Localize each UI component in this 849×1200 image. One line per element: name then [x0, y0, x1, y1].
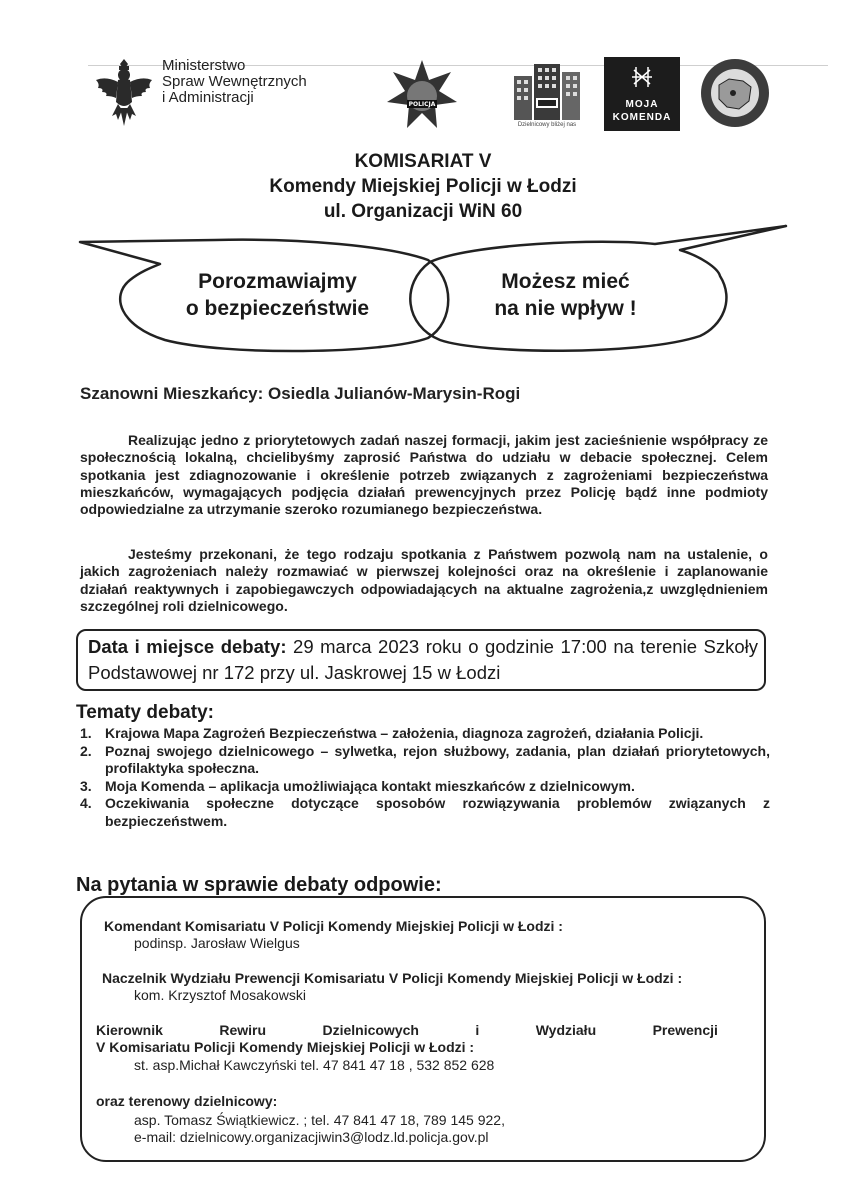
contact-district-manager-title-line-2: V Komisariatu Policji Komendy Miejskiej Policji w Łodzi : [96, 1039, 475, 1055]
moja-komenda-label-2: KOMENDA [612, 112, 672, 123]
topic-item [80, 778, 770, 796]
title-word: Dzielnicowych [322, 1022, 419, 1038]
dzielnicowy-building-logo [512, 58, 582, 132]
police-badge-label: POLICJA [408, 101, 436, 108]
polish-eagle-emblem [92, 58, 156, 128]
debate-date-label: Data i miejsce debaty: [88, 636, 287, 657]
topic-text: Oczekiwania społeczne dotyczące sposobów rozwiązywania problemów związanych z bezpieczeństwem. [105, 795, 770, 829]
contact-officer-email: e-mail: dzielnicowy.organizacjiwin3@lodz.ld.policja.gov.pl [134, 1129, 489, 1145]
left-bubble-line-1: Porozmawiajmy [198, 270, 357, 293]
ministry-line-2: Spraw Wewnętrznych [162, 73, 307, 90]
police-star-badge-logo [385, 58, 459, 132]
contact-prevention-head-title: Naczelnik Wydziału Prewencji Komisariatu V Policji Komendy Miejskiej Policji w Łodzi : [102, 970, 683, 986]
ministry-name [162, 58, 307, 106]
topic-item [80, 725, 770, 743]
intro-paragraph-1: Realizując jedno z priorytetowych zadań naszej formacji, jakim jest zacieśnienie współpracy ze społecznością lokalną, chcielibyśmy zaprosić Państwa do udziału w debacie społecznej. Celem spotkania jest zdiagnozowanie i określenie potrzeb związanych z zagrożeniami bezpieczeństwa mieszkańców, wymagających podjęcia działań prewencyjnych przez Policję bądź inne podmioty odpowiedzialne za utrzymanie szeroko rozumianego bezpieczeństwa. [80, 432, 768, 518]
contact-officer-name: asp. Tomasz Świątkiewicz. ; tel. 47 841 47 18, 789 145 922, [134, 1112, 505, 1128]
title-word: Wydziału [535, 1022, 597, 1038]
moja-komenda-logo [604, 57, 680, 131]
right-bubble-line-1: Możesz mieć [501, 270, 630, 293]
greeting-heading: Szanowni Mieszkańcy: Osiedla Julianów-Marysin-Rogi [80, 384, 521, 403]
title-word: i [475, 1022, 480, 1038]
topic-number: 4. [80, 795, 92, 811]
left-bubble-text [150, 268, 405, 322]
topic-number: 1. [80, 725, 92, 741]
topic-number: 2. [80, 742, 92, 759]
ministry-line-1: Ministerstwo [162, 57, 246, 74]
title-word: Prewencji [652, 1022, 718, 1038]
title-line-1: KOMISARIAT V [354, 151, 492, 172]
title-line-3: ul. Organizacji WiN 60 [323, 201, 523, 222]
title-word: Rewiru [219, 1022, 267, 1038]
building-logo-caption: Dzielnicowy bliżej nas [517, 122, 577, 128]
topic-item [80, 743, 770, 778]
title-line-2: Komendy Miejskiej Policji w Łodzi [269, 176, 577, 197]
ministry-line-3: i Administracji [162, 89, 254, 106]
contact-prevention-head-name: kom. Krzysztof Mosakowski [134, 987, 306, 1003]
debate-date-details: 29 marca 2023 roku o godzinie 17:00 na terenie Szkoły Podstawowej nr 172 przy ul. Jaskrowej 15 w Łodzi [88, 636, 758, 683]
contact-district-manager-name: st. asp.Michał Kawczyński tel. 47 841 47 18 , 532 852 628 [134, 1057, 495, 1073]
answers-heading: Na pytania w sprawie debaty odpowie: [76, 874, 442, 896]
contact-commander-title: Komendant Komisariatu V Policji Komendy Miejskiej Policji w Łodzi : [104, 918, 563, 934]
title-word: Kierownik [96, 1022, 163, 1038]
contact-district-manager-title [96, 1022, 718, 1039]
right-bubble-text [448, 268, 683, 322]
contact-officer-title: oraz terenowy dzielnicowy: [96, 1093, 278, 1109]
threat-map-round-logo [699, 57, 771, 129]
debate-date-text [88, 634, 758, 686]
topic-text: Krajowa Mapa Zagrożeń Bezpieczeństwa – założenia, diagnoza zagrożeń, działania Policji. [105, 725, 704, 741]
topic-number: 3. [80, 777, 92, 794]
contact-commander-name: podinsp. Jarosław Wielgus [134, 935, 300, 951]
left-bubble-line-2: o bezpieczeństwie [185, 297, 370, 320]
intro-paragraph-2: Jesteśmy przekonani, że tego rodzaju spotkania z Państwem pozwolą nam na ustalenie, o jakich zagrożeniach należy rozmawiać w pierwszej kolejności oraz na określenie i zaplanowanie działań reaktywnych i zapobiegawczych odpowiadających na aktualne zagrożenia,z uwzględnieniem szczególnej roli dzielnicowego. [80, 546, 768, 614]
topic-item [80, 795, 770, 830]
topics-heading: Tematy debaty: [76, 702, 214, 723]
topics-list [80, 725, 770, 830]
topic-text: Moja Komenda – aplikacja umożliwiająca kontakt mieszkańców z dzielnicowym. [105, 777, 635, 794]
moja-komenda-label-1: MOJA [625, 99, 659, 110]
topic-text: Poznaj swojego dzielnicowego – sylwetka, rejon służbowy, zadania, plan działań priorytetowych, profilaktyka społeczna. [105, 742, 770, 776]
right-bubble-line-2: na nie wpływ ! [494, 297, 637, 320]
